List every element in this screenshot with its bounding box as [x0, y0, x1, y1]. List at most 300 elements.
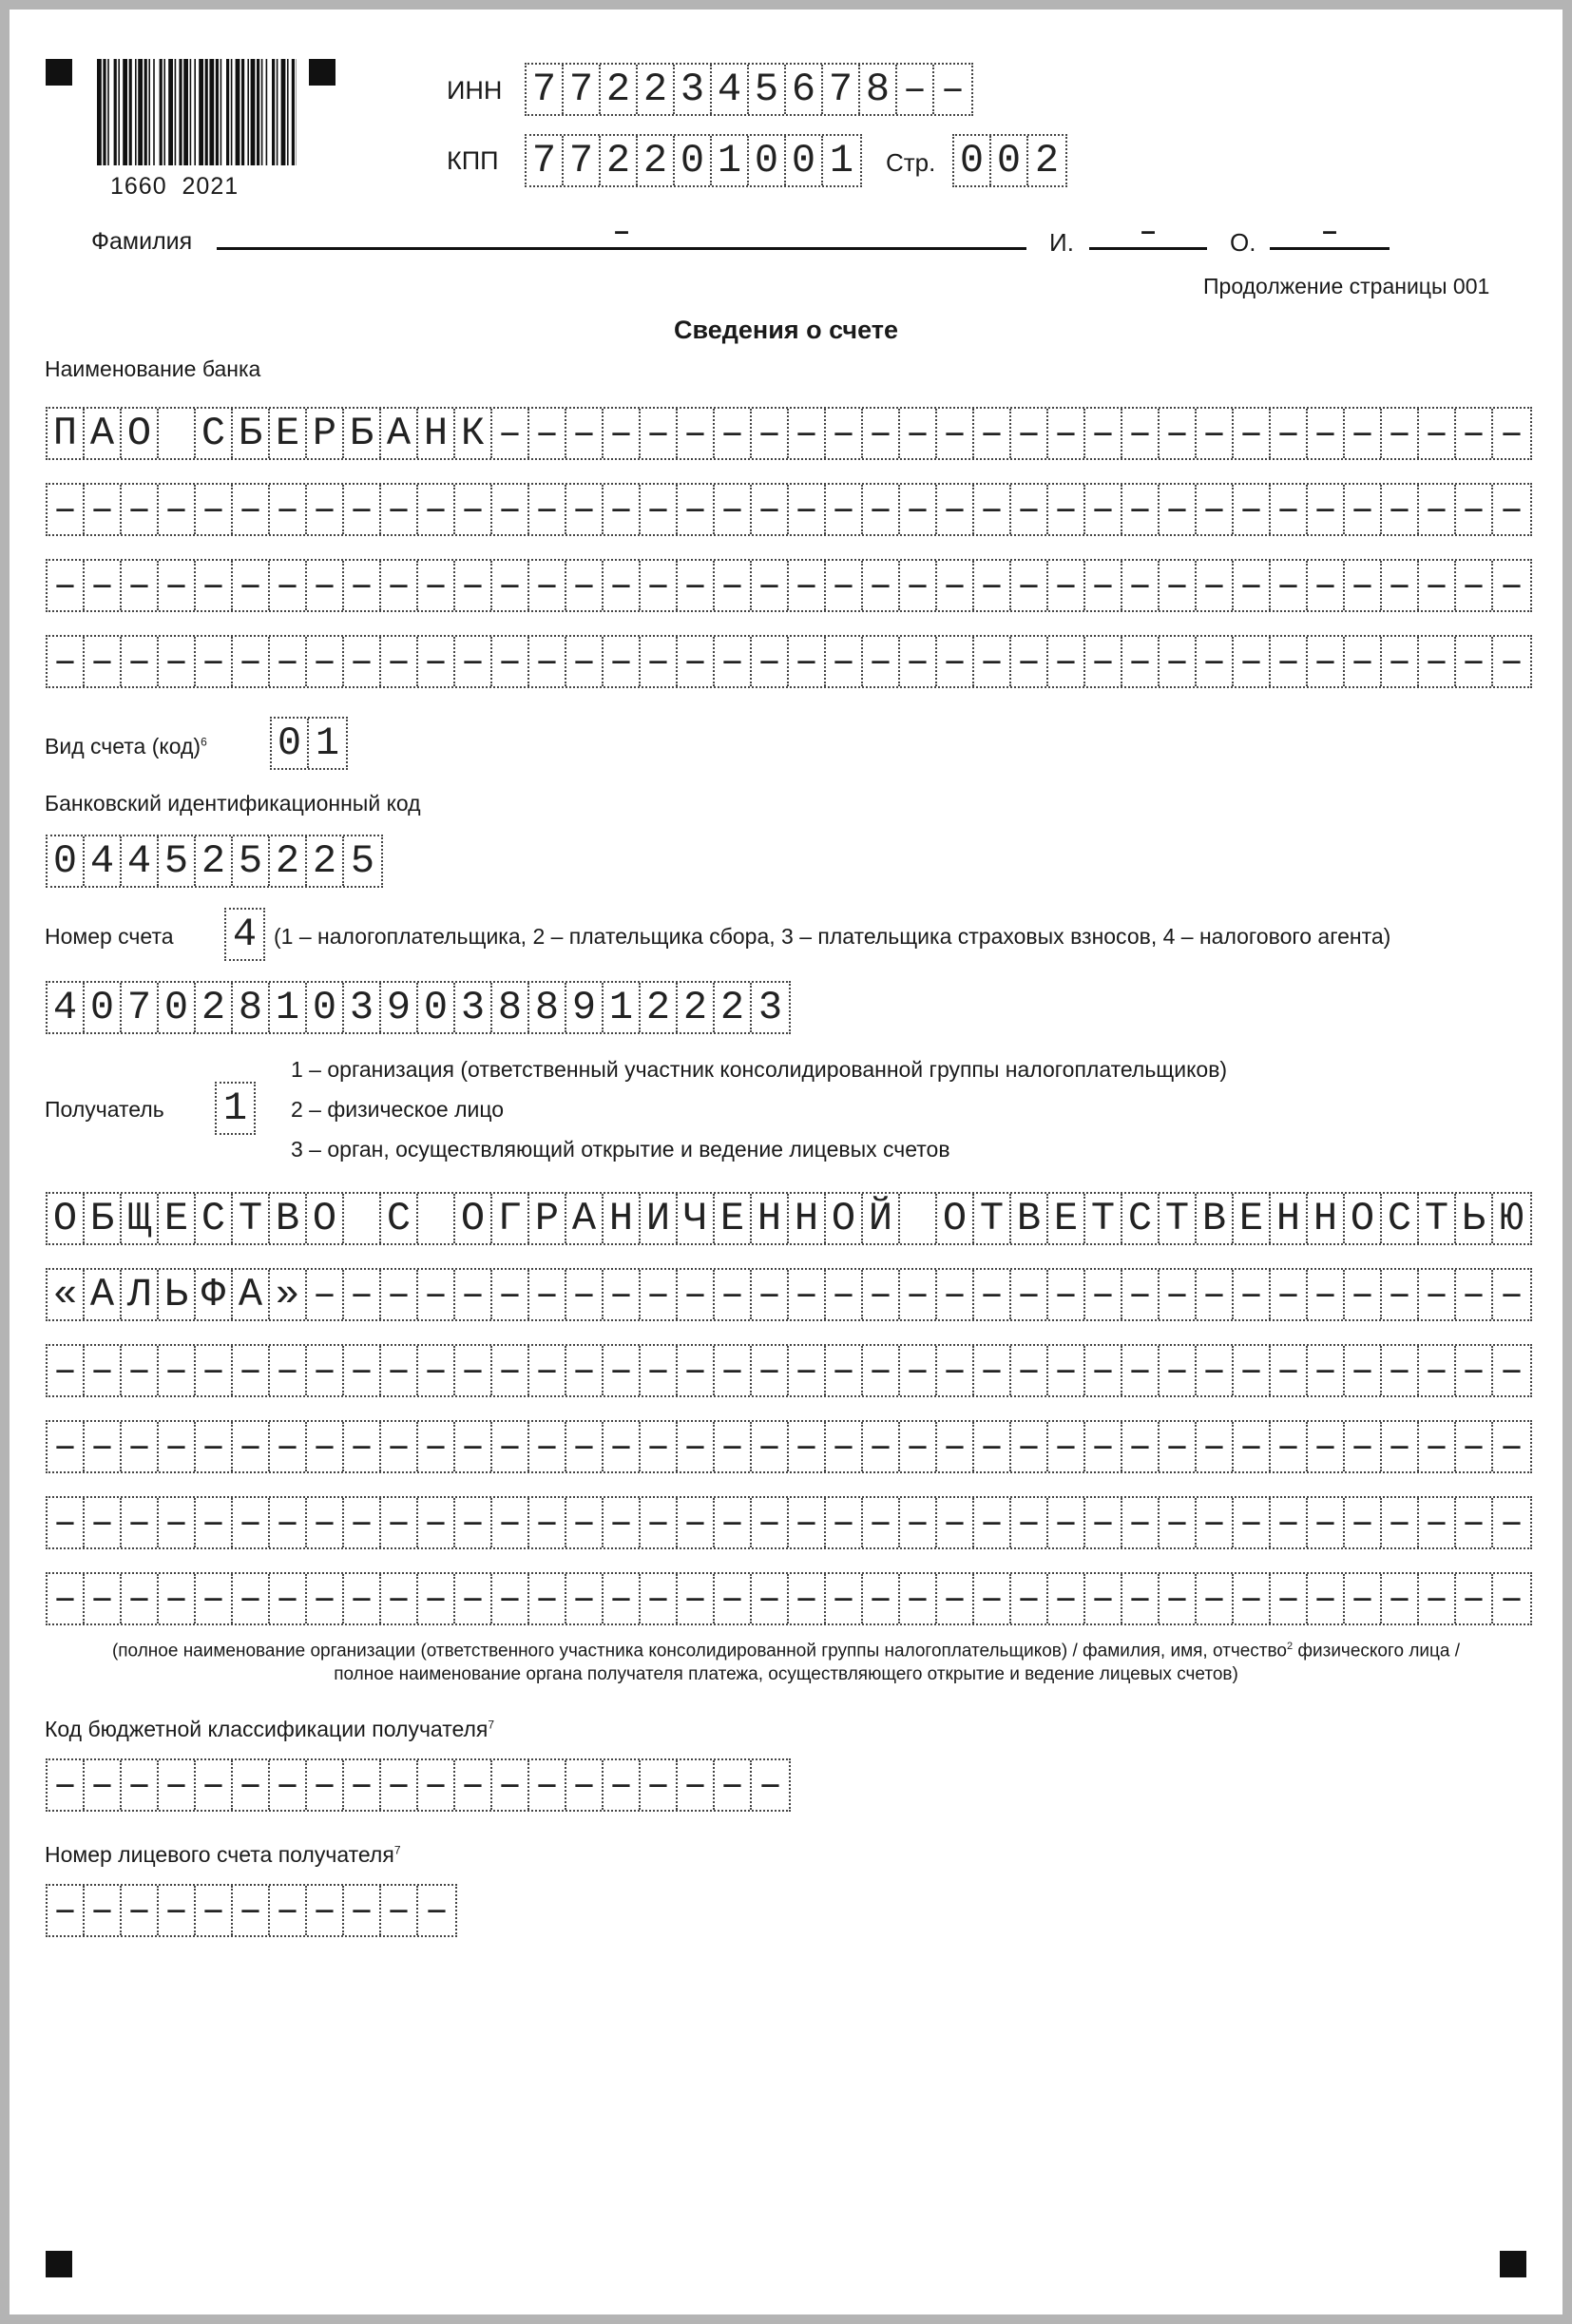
recipient-name-cell: Ф: [196, 1270, 233, 1319]
kpp-label: КПП: [447, 146, 499, 175]
recipient-name-cell: –: [381, 1498, 418, 1547]
bank-name-cell: –: [974, 485, 1011, 534]
recipient-name-cell: –: [48, 1422, 85, 1471]
inn-cell: 7: [823, 65, 860, 114]
kbk-cell: –: [85, 1760, 122, 1810]
recipient-name-cell: –: [566, 1422, 604, 1471]
bank-name-cell: –: [233, 485, 270, 534]
recipient-name-cell: –: [1271, 1498, 1308, 1547]
bank-name-cell: –: [1160, 485, 1197, 534]
recipient-name-cell: –: [1197, 1270, 1234, 1319]
recipient-name-cell: Т: [974, 1194, 1011, 1243]
kbk-label: [45, 1717, 494, 1742]
recipient-name-cell: –: [1048, 1498, 1085, 1547]
recipient-name-cell: –: [159, 1422, 196, 1471]
bank-name-row[interactable]: [46, 635, 1532, 688]
bank-name-cell: –: [1234, 561, 1271, 610]
recipient-name-cell: –: [1122, 1346, 1160, 1395]
recipient-name-cell: –: [529, 1498, 566, 1547]
recipient-name-cell: –: [715, 1422, 752, 1471]
bank-name-cell: –: [270, 637, 307, 686]
bank-name-cell: –: [678, 561, 715, 610]
bank-name-cell: –: [752, 485, 789, 534]
recipient-name-cell: –: [418, 1498, 455, 1547]
bank-name-cell: –: [863, 637, 900, 686]
personal-account-cell: –: [270, 1886, 307, 1935]
recipient-name-cell: –: [529, 1574, 566, 1623]
bank-name-cell: –: [1271, 409, 1308, 458]
recipient-name-cell: –: [85, 1346, 122, 1395]
kbk-cell: –: [344, 1760, 381, 1810]
recipient-name-cell: С: [196, 1194, 233, 1243]
bank-name-cell: –: [48, 561, 85, 610]
bank-name-cell: –: [381, 637, 418, 686]
barcode-number-left: 1660: [110, 173, 167, 200]
recipient-name-cell: –: [492, 1422, 529, 1471]
recipient-name-cell: –: [529, 1270, 566, 1319]
bik-field[interactable]: [46, 835, 383, 888]
recipient-name-cell: –: [678, 1422, 715, 1471]
bank-name-cell: –: [1160, 561, 1197, 610]
bank-name-cell: –: [678, 409, 715, 458]
bank-name-cell: –: [566, 637, 604, 686]
account-owner-hint: (1 – налогоплательщика, 2 – плательщика сбора, 3 – плательщика страховых взносов, 4 – налогового агента): [274, 924, 1391, 949]
bank-name-cell: –: [1456, 561, 1493, 610]
recipient-name-cell: –: [826, 1270, 863, 1319]
footnote-2: 2: [1286, 1641, 1294, 1652]
recipient-name-cell: –: [715, 1498, 752, 1547]
recipient-name-cell: –: [826, 1574, 863, 1623]
recipient-name-cell: –: [1160, 1270, 1197, 1319]
account-type-field[interactable]: [270, 717, 348, 770]
recipient-name-cell: –: [789, 1270, 826, 1319]
bank-name-cell: К: [455, 409, 492, 458]
surname-field[interactable]: –: [217, 215, 1026, 250]
bank-name-cell: –: [566, 485, 604, 534]
recipient-name-cell: –: [566, 1498, 604, 1547]
recipient-name-cell: –: [1085, 1498, 1122, 1547]
bank-name-cell: –: [863, 409, 900, 458]
recipient-name-cell: –: [1271, 1422, 1308, 1471]
kbk-cell: –: [604, 1760, 641, 1810]
recipient-name-cell: –: [863, 1422, 900, 1471]
bank-name-cell: –: [974, 561, 1011, 610]
recipient-name-cell: –: [1456, 1498, 1493, 1547]
account-number-cell: 8: [233, 983, 270, 1032]
recipient-name-cell: –: [937, 1422, 974, 1471]
bank-name-cell: –: [937, 409, 974, 458]
recipient-name-cell: В: [1197, 1194, 1234, 1243]
bank-name-cell: –: [418, 561, 455, 610]
recipient-name-cell: –: [1419, 1270, 1456, 1319]
recipient-name-cell: –: [752, 1574, 789, 1623]
recipient-name-cell: –: [1048, 1422, 1085, 1471]
recipient-name-cell: –: [1085, 1270, 1122, 1319]
recipient-name-cell: –: [270, 1346, 307, 1395]
recipient-note-line1: (полное наименование организации (ответственного участника консолидированной группы налогоплательщиков) / фамилия, имя, отчество: [111, 1641, 1287, 1661]
recipient-name-cell: –: [1345, 1574, 1382, 1623]
bank-name-cell: –: [1499, 411, 1524, 456]
bank-name-cell: –: [1085, 409, 1122, 458]
kpp-cell: 2: [638, 136, 675, 185]
recipient-label: Получатель: [45, 1097, 164, 1122]
account-number-field[interactable]: [46, 981, 791, 1034]
bank-name-cell: –: [455, 561, 492, 610]
kbk-cell: –: [159, 1760, 196, 1810]
bank-name-cell: –: [1048, 485, 1085, 534]
recipient-name-cell: –: [1122, 1574, 1160, 1623]
recipient-name-row[interactable]: [46, 1420, 1532, 1473]
account-number-cell: 4: [48, 983, 85, 1032]
kbk-cell: –: [757, 1762, 783, 1808]
bank-name-row[interactable]: [46, 483, 1532, 536]
recipient-name-cell: –: [752, 1346, 789, 1395]
recipient-name-cell: И: [641, 1194, 678, 1243]
recipient-name-cell: Е: [1048, 1194, 1085, 1243]
recipient-name-cell: –: [159, 1498, 196, 1547]
recipient-name-cell: –: [1271, 1574, 1308, 1623]
bik-cell: 2: [270, 836, 307, 886]
bank-name-cell: –: [1122, 637, 1160, 686]
recipient-name-cell: –: [937, 1574, 974, 1623]
bank-name-cell: –: [122, 561, 159, 610]
bank-name-cell: –: [1382, 637, 1419, 686]
recipient-name-cell: [344, 1194, 381, 1243]
bank-name-cell: –: [789, 409, 826, 458]
recipient-name-cell: Щ: [122, 1194, 159, 1243]
recipient-name-cell: –: [1382, 1574, 1419, 1623]
recipient-name-cell: Б: [85, 1194, 122, 1243]
bank-name-cell: –: [233, 637, 270, 686]
recipient-name-cell: –: [418, 1422, 455, 1471]
bank-name-cell: –: [641, 561, 678, 610]
recipient-name-cell: –: [492, 1270, 529, 1319]
recipient-name-cell: –: [1345, 1270, 1382, 1319]
account-number-cell: 2: [641, 983, 678, 1032]
recipient-name-cell: –: [1122, 1270, 1160, 1319]
bank-name-cell: –: [937, 637, 974, 686]
kbk-cell: –: [492, 1760, 529, 1810]
recipient-name-cell: А: [85, 1270, 122, 1319]
kpp-cell: 2: [601, 136, 638, 185]
bank-name-cell: –: [1271, 561, 1308, 610]
bank-name-cell: –: [455, 485, 492, 534]
recipient-name-cell: –: [826, 1422, 863, 1471]
recipient-name-cell: –: [566, 1346, 604, 1395]
account-number-cell: 8: [529, 983, 566, 1032]
recipient-name-cell: С: [381, 1194, 418, 1243]
footnote-6: 6: [201, 735, 207, 749]
bank-name-cell: –: [1456, 637, 1493, 686]
bank-name-cell: –: [159, 485, 196, 534]
bank-name-cell: –: [604, 409, 641, 458]
recipient-name-cell: –: [641, 1574, 678, 1623]
recipient-name-cell: –: [122, 1346, 159, 1395]
recipient-name-cell: –: [1308, 1270, 1345, 1319]
barcode-numbers: [110, 173, 239, 201]
recipient-name-cell: –: [1234, 1346, 1271, 1395]
bank-name-cell: –: [789, 561, 826, 610]
recipient-name-cell: –: [1308, 1498, 1345, 1547]
recipient-name-cell: Й: [863, 1194, 900, 1243]
page-label: Стр.: [886, 148, 936, 177]
bank-name-cell: –: [678, 485, 715, 534]
bank-name-cell: –: [715, 409, 752, 458]
recipient-name-cell: –: [1085, 1346, 1122, 1395]
recipient-name-cell: –: [863, 1574, 900, 1623]
recipient-name-cell: А: [233, 1270, 270, 1319]
recipient-name-cell: Н: [1271, 1194, 1308, 1243]
recipient-name-cell: –: [418, 1346, 455, 1395]
recipient-name-cell: –: [418, 1574, 455, 1623]
recipient-name-cell: –: [715, 1270, 752, 1319]
bank-name-cell: –: [529, 637, 566, 686]
bank-name-cell: –: [270, 561, 307, 610]
recipient-name-cell: –: [233, 1574, 270, 1623]
recipient-name-note: [38, 1635, 1534, 1686]
bank-name-row[interactable]: [46, 559, 1532, 612]
recipient-name-cell: –: [85, 1498, 122, 1547]
bank-name-row[interactable]: [46, 407, 1532, 460]
kpp-cell: 7: [564, 136, 601, 185]
personal-account-cell: –: [122, 1886, 159, 1935]
recipient-name-cell: –: [1456, 1270, 1493, 1319]
bank-name-cell: –: [900, 561, 937, 610]
account-number-cell: 3: [757, 985, 783, 1030]
initial-o-field[interactable]: –: [1270, 215, 1390, 250]
recipient-name-cell: –: [122, 1422, 159, 1471]
bank-name-cell: –: [1308, 561, 1345, 610]
barcode-icon: [97, 59, 297, 165]
bank-name-cell: Р: [307, 409, 344, 458]
recipient-name-cell: Г: [492, 1194, 529, 1243]
recipient-name-cell: –: [900, 1346, 937, 1395]
barcode-number-right: 2021: [182, 173, 240, 200]
bank-name-cell: –: [492, 637, 529, 686]
bank-name-cell: –: [641, 409, 678, 458]
recipient-name-cell: –: [715, 1574, 752, 1623]
recipient-name-cell: –: [492, 1346, 529, 1395]
bank-name-cell: –: [566, 561, 604, 610]
recipient-option-1: 1 – организация (ответственный участник консолидированной группы налогоплательщиков): [291, 1057, 1228, 1082]
recipient-name-cell: –: [1048, 1346, 1085, 1395]
bik-cell: 0: [48, 836, 85, 886]
recipient-name-cell: –: [1345, 1422, 1382, 1471]
continuation-note: Продолжение страницы 001: [1203, 274, 1490, 298]
inn-cell: 3: [675, 65, 712, 114]
bank-name-cell: –: [974, 637, 1011, 686]
recipient-note-line2: полное наименование органа получателя платежа, осуществляющего открытие и ведение лицевых счетов): [334, 1664, 1238, 1685]
recipient-name-cell: –: [1308, 1574, 1345, 1623]
bank-name-cell: –: [937, 485, 974, 534]
bank-name-cell: –: [715, 485, 752, 534]
recipient-name-cell: –: [1345, 1498, 1382, 1547]
bank-name-cell: –: [85, 637, 122, 686]
bank-name-cell: –: [1308, 409, 1345, 458]
account-number-cell: 0: [418, 983, 455, 1032]
recipient-name-cell: О: [826, 1194, 863, 1243]
recipient-name-cell: –: [85, 1574, 122, 1623]
bank-name-cell: –: [1011, 637, 1048, 686]
bank-name-cell: –: [307, 637, 344, 686]
recipient-name-cell: –: [789, 1422, 826, 1471]
recipient-name-cell: –: [1271, 1346, 1308, 1395]
recipient-name-cell: –: [1048, 1270, 1085, 1319]
recipient-name-cell: –: [863, 1270, 900, 1319]
recipient-name-cell: –: [752, 1422, 789, 1471]
recipient-name-cell: –: [1197, 1422, 1234, 1471]
recipient-name-cell: –: [937, 1270, 974, 1319]
recipient-name-cell: Т: [1419, 1194, 1456, 1243]
kbk-cell: –: [418, 1760, 455, 1810]
personal-account-label-text: Номер лицевого счета получателя: [45, 1842, 394, 1867]
recipient-name-cell: –: [381, 1422, 418, 1471]
recipient-name-cell: –: [1197, 1498, 1234, 1547]
recipient-name-cell: –: [826, 1498, 863, 1547]
recipient-name-cell: Н: [752, 1194, 789, 1243]
account-number-cell: 3: [344, 983, 381, 1032]
recipient-name-cell: «: [48, 1270, 85, 1319]
recipient-name-cell: Н: [1308, 1194, 1345, 1243]
recipient-name-cell: –: [1011, 1422, 1048, 1471]
recipient-name-cell: –: [974, 1346, 1011, 1395]
bank-name-cell: –: [344, 485, 381, 534]
kpp-field[interactable]: [525, 134, 862, 187]
recipient-name-cell: Е: [1234, 1194, 1271, 1243]
inn-label: ИНН: [447, 76, 503, 105]
kbk-cell: –: [715, 1760, 752, 1810]
recipient-name-cell: А: [566, 1194, 604, 1243]
recipient-name-row[interactable]: [46, 1344, 1532, 1397]
bank-name-cell: –: [1345, 485, 1382, 534]
bank-name-cell: Н: [418, 409, 455, 458]
recipient-name-cell: –: [344, 1270, 381, 1319]
recipient-name-cell: –: [1499, 1500, 1524, 1546]
bank-name-cell: –: [1197, 637, 1234, 686]
recipient-name-cell: –: [307, 1422, 344, 1471]
bank-name-cell: –: [492, 485, 529, 534]
personal-account-field[interactable]: [46, 1884, 457, 1937]
bank-name-cell: –: [418, 485, 455, 534]
bank-name-cell: –: [159, 561, 196, 610]
recipient-name-cell: –: [270, 1498, 307, 1547]
bank-name-cell: –: [270, 485, 307, 534]
recipient-name-cell: –: [1499, 1424, 1524, 1469]
kbk-cell: –: [566, 1760, 604, 1810]
personal-account-cell: –: [196, 1886, 233, 1935]
recipient-name-cell: Ь: [159, 1270, 196, 1319]
recipient-name-cell: –: [196, 1498, 233, 1547]
recipient-name-cell: –: [900, 1270, 937, 1319]
recipient-name-cell: –: [1419, 1498, 1456, 1547]
bank-name-cell: –: [1271, 637, 1308, 686]
recipient-name-cell: –: [1011, 1346, 1048, 1395]
inn-cell: 7: [564, 65, 601, 114]
recipient-name-cell: –: [1160, 1422, 1197, 1471]
initial-i-label: И.: [1049, 228, 1074, 257]
recipient-name-cell: Т: [1160, 1194, 1197, 1243]
recipient-name-cell: –: [1308, 1346, 1345, 1395]
recipient-name-cell: –: [1499, 1348, 1524, 1393]
recipient-name-cell: –: [900, 1574, 937, 1623]
personal-account-cell: –: [344, 1886, 381, 1935]
account-number-cell: 9: [381, 983, 418, 1032]
recipient-name-row[interactable]: [46, 1496, 1532, 1549]
bank-name-cell: –: [566, 409, 604, 458]
bank-name-cell: –: [752, 561, 789, 610]
page-number-field[interactable]: [952, 134, 1067, 187]
account-owner-code-field[interactable]: [224, 908, 265, 961]
recipient-name-cell: Е: [715, 1194, 752, 1243]
recipient-name-cell: –: [1011, 1270, 1048, 1319]
recipient-name-cell: [418, 1194, 455, 1243]
recipient-option-3: 3 – орган, осуществляющий открытие и ведение лицевых счетов: [291, 1137, 950, 1162]
recipient-note-line1-end: физического лица /: [1293, 1641, 1461, 1661]
recipient-name-row[interactable]: [46, 1192, 1532, 1245]
recipient-name-cell: –: [233, 1498, 270, 1547]
bank-name-cell: –: [1011, 409, 1048, 458]
bank-name-cell: –: [826, 637, 863, 686]
bik-cell: 2: [307, 836, 344, 886]
kpp-cell: 1: [712, 136, 749, 185]
recipient-name-cell: –: [307, 1574, 344, 1623]
recipient-name-cell: О: [48, 1194, 85, 1243]
bank-name-cell: –: [752, 637, 789, 686]
recipient-name-cell: –: [974, 1270, 1011, 1319]
kbk-field[interactable]: [46, 1758, 791, 1812]
recipient-name-row[interactable]: [46, 1268, 1532, 1321]
recipient-name-cell: –: [455, 1498, 492, 1547]
recipient-name-cell: –: [1382, 1346, 1419, 1395]
bank-name-cell: А: [85, 409, 122, 458]
recipient-name-row[interactable]: [46, 1572, 1532, 1625]
personal-account-cell: –: [307, 1886, 344, 1935]
bank-name-cell: –: [900, 637, 937, 686]
kbk-cell: –: [455, 1760, 492, 1810]
bik-cell: 5: [350, 838, 375, 884]
account-number-cell: 2: [196, 983, 233, 1032]
recipient-name-cell: –: [566, 1574, 604, 1623]
recipient-name-cell: –: [641, 1270, 678, 1319]
bank-name-cell: –: [678, 637, 715, 686]
recipient-name-cell: –: [1197, 1574, 1234, 1623]
recipient-name-cell: С: [1382, 1194, 1419, 1243]
bank-name-cell: –: [1499, 639, 1524, 684]
recipient-name-cell: –: [1160, 1574, 1197, 1623]
recipient-name-cell: –: [1419, 1346, 1456, 1395]
recipient-name-cell: –: [455, 1270, 492, 1319]
inn-field[interactable]: [525, 63, 973, 116]
account-number-cell: 9: [566, 983, 604, 1032]
recipient-code-field[interactable]: [215, 1082, 256, 1135]
bank-name-cell: –: [85, 561, 122, 610]
recipient-name-cell: –: [1345, 1346, 1382, 1395]
recipient-name-cell: –: [1382, 1422, 1419, 1471]
recipient-name-cell: –: [307, 1346, 344, 1395]
bank-name-cell: –: [1345, 637, 1382, 686]
recipient-name-cell: –: [529, 1422, 566, 1471]
recipient-name-cell: –: [196, 1422, 233, 1471]
recipient-name-cell: –: [974, 1422, 1011, 1471]
recipient-name-cell: –: [1160, 1346, 1197, 1395]
bank-name-cell: –: [1122, 485, 1160, 534]
bank-name-cell: –: [1234, 485, 1271, 534]
kbk-cell: –: [381, 1760, 418, 1810]
bank-name-cell: –: [1011, 485, 1048, 534]
inn-cell: 2: [601, 65, 638, 114]
initial-i-field[interactable]: –: [1089, 215, 1207, 250]
recipient-name-cell: –: [566, 1270, 604, 1319]
